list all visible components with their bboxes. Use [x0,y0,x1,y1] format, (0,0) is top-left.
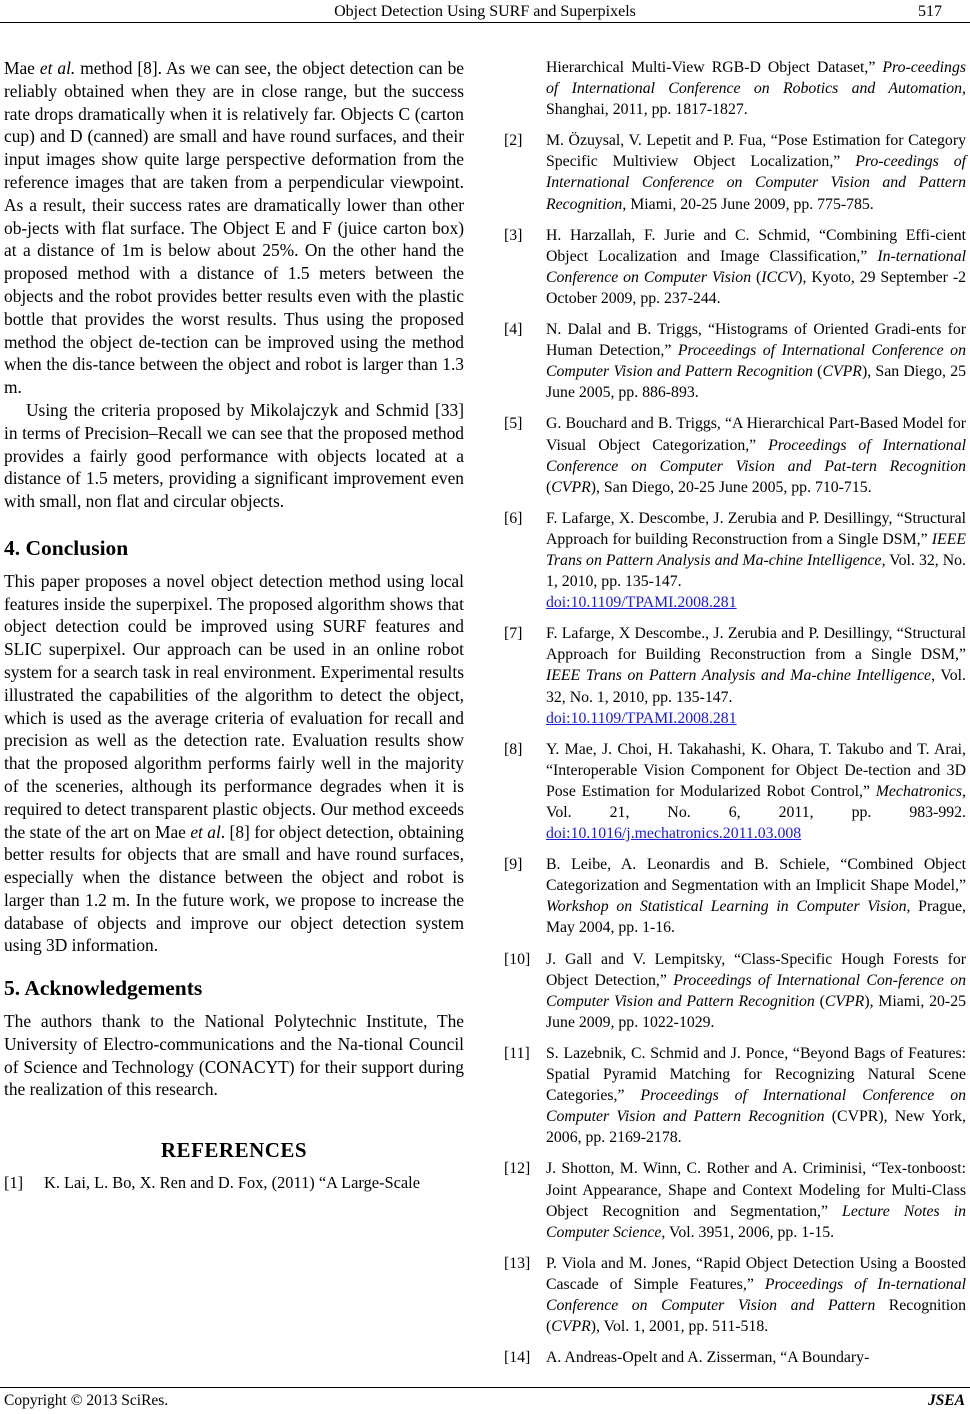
reference-text: M. Özuysal, V. Lepetit and P. Fua, “Pose Estimation for Category Specific Multiview Object Localization,” Pro-ceedings of International Conference on Computer Vision and Pattern Recognition, Miami, 20-25 June 2009, pp. 775-785. [546,132,967,213]
reference-text: J. Shotton, M. Winn, C. Rother and A. Criminisi, “Tex-tonboost: Joint Appearance, Shape and Context Modeling for Multi-Class Object Recognition and Segmentation,” Lecture Notes in Computer Science, Vol. 3951, 2006, pp. 1-15. [546,1160,966,1241]
reference-number: [2] [504,132,523,150]
footer-copyright: Copyright © 2013 SciRes. [4,1392,169,1409]
reference-number: [4] [504,321,523,339]
header-rule [0,22,970,23]
paragraph-precision-recall: Using the criteria proposed by Mikolajczyk and Schmid [33] in terms of Precision–Recall we can see that the proposed method provides a fairly good performance with objects located at a distance of 1.5 meters, providing a significant improvement even with small, non flat and circular objects. [4,399,464,512]
reference-number: [1] [4,1173,24,1193]
reference-text: F. Lafarge, X Descombe., J. Zerubia and P. Desillingy, “Structural Approach for Building Reconstruction from a Single DSM,” IEEE Trans on Pattern Analysis and Ma-chine Intelligence, Vol. 32, No. 1, 2010, pp. 135-147. doi:10.1109/TPAMI.2008.281 [546,625,966,727]
references-list [504,57,966,1378]
acknowledgements-heading: 5. Acknowledgements [4,976,203,1001]
reference-number: [3] [504,226,523,244]
paragraph-results: Mae et al. method [8]. As we can see, the object detection can be reliably obtained when they are in close range, but the success rate drops dramatically when it is relatively far. Objects C (carton cup) and D (canned) are small and have round surfaces, and their input images show quite large perspective deformation from the reference images that are taken from a perpendicular viewpoint. As a result, their success rates are dramatically lower than other ob-jects with flat surface. The Object E and F (juice carton box) at a distance of 1m is below about 25%. On the other hand the proposed method with a distance of 1.5 meters between the objects and the robot provides better results even with the plastic bottle that provides the worst results. Thus using the proposed method the object de-tection can be improved using the method when the dis-tance between the object and robot is larger than 1.3 m. [4,58,464,398]
reference-text: F. Lafarge, X. Descombe, J. Zerubia and P. Desillingy, “Structural Approach for building Reconstruction from a Single DSM,” IEEE Trans on Pattern Analysis and Ma-chine Intelligence, Vol. 32, No. 1, 2010, pp. 135-147. doi:10.1109/TPAMI.2008.281 [546,509,967,612]
reference-6 [504,508,966,613]
reference-14 [504,1347,966,1368]
reference-1-continued: Hierarchical Multi-View RGB-D Object Dataset,” Pro-ceedings of International Conference on Robotics and Automation, Shanghai, 2011, pp. 1817-1827. [546,59,966,119]
reference-text: N. Dalal and B. Triggs, “Histograms of Oriented Gradi-ents for Human Detection,” Proceedings of International Conference on Computer Vision and Pattern Recognition (CVPR), San Diego, 25 June 2005, pp. 886-893. [546,321,967,402]
reference-text: P. Viola and M. Jones, “Rapid Object Detection Using a Boosted Cascade of Simple Features,” Proceedings of In-ternational Conference on Computer Vision and Pattern Recognition (CVPR), Vol. 1, 2001, pp. 511-518. [546,1254,966,1336]
reference-number: [12] [504,1160,531,1178]
footer-journal: JSEA [927,1392,965,1409]
reference-text: K. Lai, L. Bo, X. Ren and D. Fox, (2011) “A Large-Scale [44,1173,420,1193]
running-header-title: Object Detection Using SURF and Superpixels [334,3,636,20]
reference-text: A. Andreas-Opelt and A. Zisserman, “A Boundary- [546,1349,870,1367]
reference-number: [10] [504,950,531,968]
reference-text: H. Harzallah, F. Jurie and C. Schmid, “Combining Effi-cient Object Localization and Image Classification,” In-ternational Conference on Computer Vision (ICCV), Kyoto, 29 September -2 October 2009, pp. 237-244. [546,226,966,307]
left-column [4,57,464,1195]
reference-8 [504,739,966,844]
reference-10 [504,949,966,1033]
reference-3 [504,225,966,309]
reference-text: G. Bouchard and B. Triggs, “A Hierarchical Part-Based Model for Visual Object Categorization,” Proceedings of International Conference on Computer Vision and Pat-tern Recognition (CVPR), San Diego, 20-25 June 2005, pp. 710-715. [546,415,966,496]
reference-number: [9] [504,856,523,874]
reference-11 [504,1043,966,1148]
reference-text: J. Gall and V. Lempitsky, “Class-Specific Hough Forests for Object Detection,” Proceedings of International Con-ference on Computer Vision and Pattern Recognition (CVPR), Miami, 20-25 June 2009, pp. 1022-1029. [546,950,966,1031]
reference-number: [11] [504,1044,530,1062]
page-number: 517 [918,3,942,20]
reference-7 [504,623,966,728]
footer-rule [0,1387,970,1388]
reference-number: [6] [504,509,523,527]
references-heading: REFERENCES [160,1138,308,1163]
reference-text: Y. Mae, J. Choi, H. Takahashi, K. Ohara, T. Takubo and T. Arai, “Interoperable Vision Component for Object De-tection and 3D Pose Estimation for Modularized Robot Control,” Mechatronics, Vol. 21, No. 6, 2011, pp. 983-992. doi:10.1016/j.mechatronics.2011.03.008 [546,740,966,843]
reference-12 [504,1158,966,1242]
reference-number: [5] [504,415,523,433]
reference-13 [504,1253,966,1337]
reference-text: B. Leibe, A. Leonardis and B. Schiele, “Combined Object Categorization and Segmentation with an Implicit Shape Model,” Workshop on Statistical Learning in Computer Vision, Prague, May 2004, pp. 1-16. [546,856,966,937]
reference-9 [504,854,966,938]
reference-4 [504,319,966,403]
reference-5 [504,413,966,497]
reference-number: [13] [504,1254,531,1272]
acknowledgements-text: The authors thank to the National Polytechnic Institute, The University of Electro-communications and the Na-tional Council of Science and Technology (CONACYT) for their support during the realization of this research. [4,1011,464,1100]
conclusion-text: This paper proposes a novel object detection method using local features inside the superpixel. The proposed algorithm shows that object detection could be improved using SURF features and SLIC superpixel. Our approach can be used in an online robot system for a search task in real environment. Experimental results illustrated the capabilities of the algorithm to detect the object, which is used as the average criteria of evaluation for recall and precision as well as the detection rate. Evaluation results show that the proposed algorithm performs fairly well in the majority of the sceneries, although its performance degrades when it is required to detect transparent plastic objects. Our method exceeds the state of the art on Mae et al. [8] for object detection, obtaining better results for objects that are small and have round surfaces, especially when the distance between the object and robot is larger than 1.2 m. In the future work, we propose to increase the database of objects and improve our object detection system using 3D information. [4,570,464,956]
reference-1 [4,1172,464,1195]
reference-number: [7] [504,625,523,643]
conclusion-heading: 4. Conclusion [4,535,129,560]
reference-2 [504,130,966,214]
reference-number: [14] [504,1349,531,1367]
reference-text: S. Lazebnik, C. Schmid and J. Ponce, “Beyond Bags of Features: Spatial Pyramid Matching for Recognizing Natural Scene Categories,” Proceedings of International Conference on Computer Vision and Pattern Recognition (CVPR), New York, 2006, pp. 2169-2178. [546,1044,966,1147]
reference-number: [8] [504,740,523,758]
